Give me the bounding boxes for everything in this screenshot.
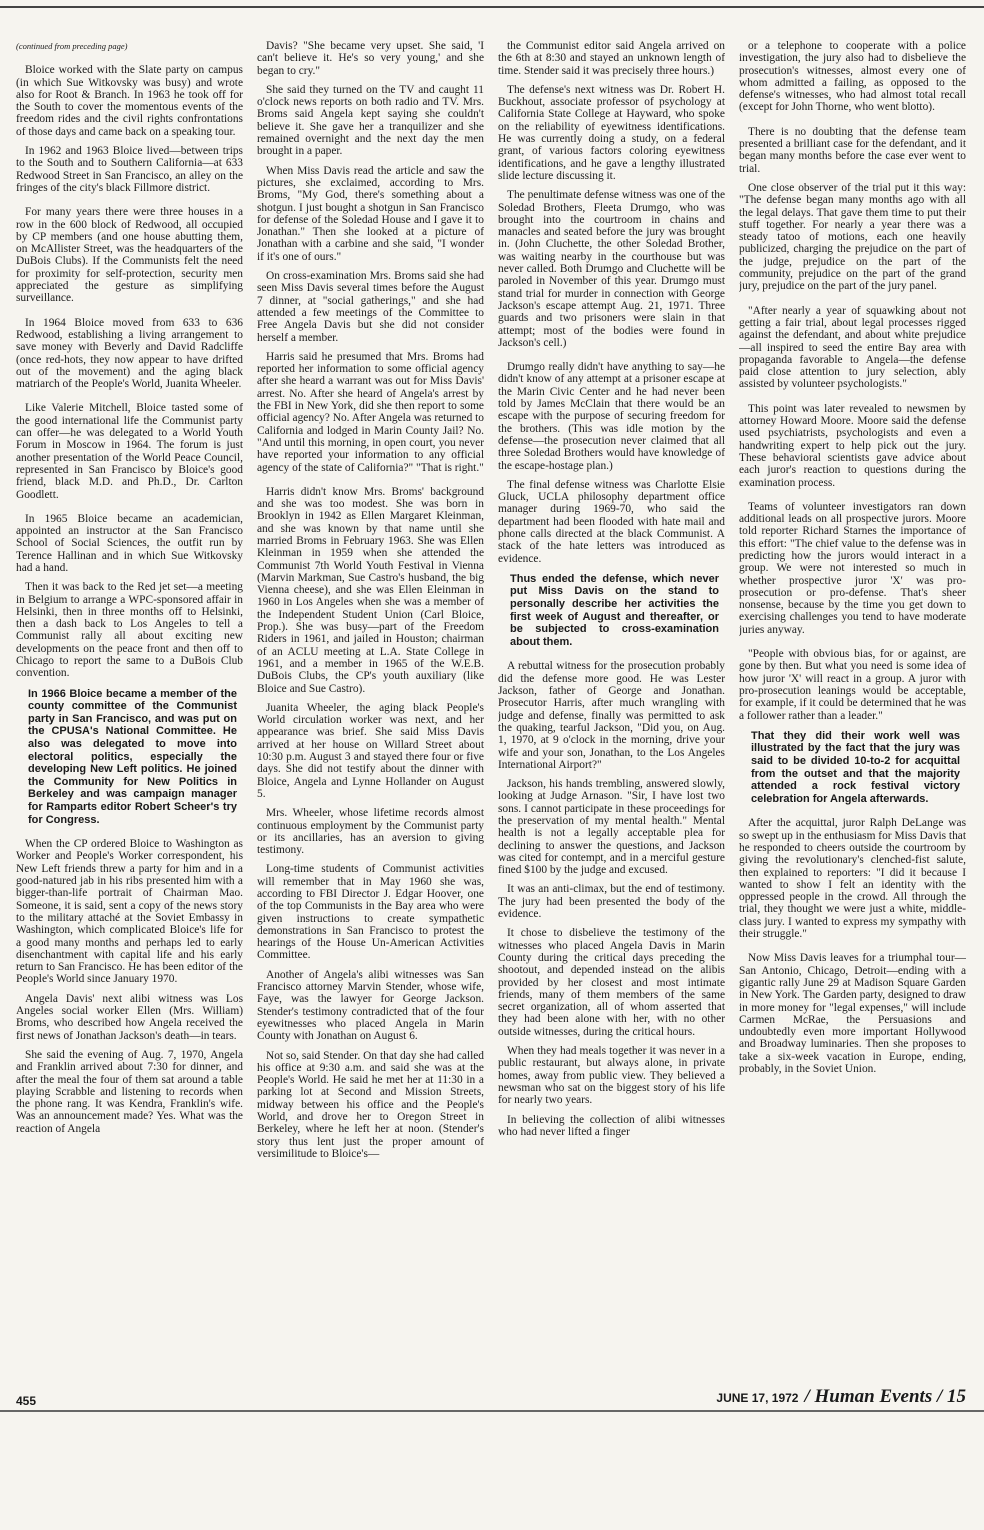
highlight-paragraph: Thus ended the defense, which never put Miss Davis on the stand to personally describe her activities the first week of August and thereafter, or be subjected to cross-examination about them. xyxy=(510,572,719,648)
paragraph: Another of Angela's alibi witnesses was San Francisco attorney Marvin Stender, whose wife, Faye, was the lawyer for George Jackson. Stender's testimony contradicted that of the four eyewitnesses who placed Angela in Marin County with Jonathan on August 6. xyxy=(257,968,484,1043)
paragraph: Drumgo really didn't have anything to say—he didn't know of any attempt at a prisoner escape at the Marin Civic Center and he had never been told by James McClain that there would be an escape with the purpose of securing freedom for the brothers. (This was idle motion by the defense—the prosecution never claimed that all three Soledad Brothers would have knowledge of the escape-hostage plan.) xyxy=(498,361,725,472)
column-1 xyxy=(16,40,243,1380)
paragraph: One close observer of the trial put it this way: "The defense began many months ago with all the legal delays. That gave them time to put their stuff together. For nearly a year there was a steady tatoo of motions, each one heavily publicized, charging the prejudice on the part of the judge, prejudice on the part of the community, prejudice on the part of the grand jury, prejudice on the part of the jury panel. xyxy=(739,181,966,293)
paragraph: She said the evening of Aug. 7, 1970, Angela and Franklin arrived about 7:30 for dinner, and after the meal the four of them sat around a table playing Scrabble and listening to records when the phone rang. It was Kendra, Franklin's wife. Was an announcement made? Yes. What was the reaction of Angela xyxy=(16,1048,243,1135)
paragraph: She said they turned on the TV and caught 11 o'clock news reports on both radio and TV. Mrs. Broms said Angela kept saying she couldn't believe it. She gave her a tranquilizer and she remained overnight and the next day the men brought in a paper. xyxy=(257,83,484,158)
paragraph: or a telephone to cooperate with a police investigation, the jury also had to disbelieve the prosecution's witnesses, almost every one of whom admitted a failing, as opposed to the defense's witnesses, who had almost total recall (except for John Thorne, who went blotto). xyxy=(739,40,966,114)
issue-date: JUNE 17, 1972 xyxy=(716,1391,799,1405)
paragraph: Davis? "She became very upset. She said, 'I can't believe it. He's so very young,' and she began to cry." xyxy=(257,40,484,77)
highlight-paragraph: That they did their work well was illustrated by the fact that the jury was said to be divided 10-to-2 for acquittal from the outset and that the majority attended a rock festival victory celebration for Angela afterwards. xyxy=(751,729,960,805)
paragraph: For many years there were three houses in a row in the 600 block of Redwood, all occupied by CP members (and one house abutting them, on McAllister Street, was the headquarters of the DuBois Clubs). If the Communists felt the need for proximity for self-protection, security men appreciated the gesture as simplifying surveillance. xyxy=(16,206,243,305)
column-2 xyxy=(257,40,484,1380)
paragraph: "People with obvious bias, for or against, are gone by then. But what you need is some idea of how juror 'X' will react in a group. A juror with pro-prosecution leanings would be acceptable, for example, if it could be determined that he was a follower rather than a leader." xyxy=(739,648,966,722)
paragraph: Then it was back to the Red jet set—a meeting in Belgium to arrange a WPC-sponsored affair in Helsinki, then in three months off to Helsinki, then a dash back to Los Angeles to tell a Communist rally all about exciting new developments on the peace front and then off to Chicago to report the same to a DuBois Club convention. xyxy=(16,581,243,680)
paragraph: Juanita Wheeler, the aging black People's World circulation worker was next, and her appearance was brief. She said Miss Davis arrived at her house on Willard Street about 10:30 p.m. August 3 and stayed there four or five days. She did not testify about the dinner with Bloice, Angela and Lynne Hollander on August 5. xyxy=(257,701,484,800)
paragraph: In 1965 Bloice became an academician, appointed an instructor at the San Francisco School of Social Sciences, the outfit run by Terence Hallinan and in which Sue Witkovsky had a hand. xyxy=(16,512,243,574)
paragraph: Bloice worked with the Slate party on campus (in which Sue Witkovsky was busy) and wrote also for Root & Branch. In 1963 he took off for the South to cover the momentous events of the freedom rides and the civil rights confrontations of those days and came back on a speaking tour. xyxy=(16,64,243,138)
page-footer xyxy=(16,1382,966,1408)
paragraph: It was an anti-climax, but the end of testimony. The jury had been presented the body of the evidence. xyxy=(498,883,725,921)
column-4 xyxy=(739,40,966,1380)
page-number: 455 xyxy=(16,1394,37,1408)
paragraph: There is no doubting that the defense team presented a brilliant case for the defendant, and it began many months before the case ever went to trial. xyxy=(739,125,966,175)
top-rule xyxy=(0,6,984,8)
continuation-note: (continued from preceding page) xyxy=(16,41,128,51)
paragraph: In 1964 Bloice moved from 633 to 636 Redwood, establishing a living arrangement to save money with Beverly and David Radcliffe (once red-hots, they now appear to have drifted out of the movement) and the aging black matriarch of the People's World, Juanita Wheeler. xyxy=(16,316,243,391)
paragraph: This point was later revealed to newsmen by attorney Howard Moore. Moore said the defense used psychiatrists, psychologists and even a handwriting expert to help pick out the jury. These behavioral scientists gave advice about each juror's reaction to questions during the examination process. xyxy=(739,402,966,489)
paragraph: Long-time students of Communist activities will remember that in May 1960 she was, according to FBI Director J. Edgar Hoover, one of the top Communists in the Bay area who were given instructions to create sympathetic demonstrations in San Francisco to protest the hearings of the House Un-American Activities Committee. xyxy=(257,863,484,962)
paragraph: Not so, said Stender. On that day she had called his office at 9:30 a.m. and said she was at the People's World. He said he met her at 11:30 in a parking lot at Second and Mission Streets, midway between his office and the People's World, and drove her to Oregon Street in Berkeley, where he left her at noon. (Stender's story thus lent just the proper amount of versimilitude to Bloice's— xyxy=(257,1049,484,1160)
paragraph: The defense's next witness was Dr. Robert H. Buckhout, associate professor of psychology at California State College at Hayward, who spoke on the reliability of eyewitness identifications. He was currently doing a study, on a federal grant, of various factors coloring eyewitness identifications, and he gave a lengthy illustrated slide lecture discussing it. xyxy=(498,83,725,182)
paragraph: When Miss Davis read the article and saw the pictures, she exclaimed, according to Mrs. Broms, "My God, there's something about a shotgun. I just bought a shotgun in San Francisco for defense of the Soledad House and I gave it to Jonathan." Then she looked at a picture of Jonathan with a carbine and she said, "I wonder if it's one of ours." xyxy=(257,164,484,263)
bottom-rule xyxy=(0,1410,984,1412)
paragraph: Like Valerie Mitchell, Bloice tasted some of the good international life the Communist party can offer—he was delegated to a World Youth Forum in Moscow in 1964. The forum is just another presentation of the World Peace Council, represented in San Francisco by Bloice's good friend, black M.D. and Ph.D., Dr. Carlton Goodlett. xyxy=(16,402,243,501)
paragraph: Harris said he presumed that Mrs. Broms had reported her information to some official agency after she heard a warrant was out for Miss Davis' arrest. No. After she heard of Angela's arrest by the FBI in New York, did she then report to some official agency? No. After Angela was returned to California and lodged in Marin County Jail? No. "And until this morning, in open court, you never have reported your information to any official agency of the state of California?" "That is right." xyxy=(257,350,484,474)
paragraph: When the CP ordered Bloice to Washington as Worker and People's Worker correspondent, his New Left friends threw a party for him and in a good-natured jab in his ribs presented him with a bigger-than-life portrait of Chairman Mao. Someone, it is said, sent a copy of the news story to the military attaché at the Soviet Embassy in Washington, which complicated Bloice's life for a good many months and perhaps led to early disenchantment with capital life and his early return to San Francisco. He has been editor of the People's World since January 1970. xyxy=(16,838,243,986)
paragraph: On cross-examination Mrs. Broms said she had seen Miss Davis several times before the August 7 dinner, at "social gatherings," and she had attended a few meetings of the Committee to Free Angela Davis but she did not consider herself a member. xyxy=(257,270,484,344)
paragraph: The penultimate defense witness was one of the Soledad Brothers, Fleeta Drumgo, who was brought into the courtroom in chains and manacles and seated before the jury was brought in. (John Cluchette, the other Soledad Brother, was waiting nearby in the courthouse but was never called. Both Drumgo and Cluchette will be paroled in November of this year. Drumgo must stand trial for murder in connection with George Jackson's escape attempt Aug. 21, 1971. Three guards and two prisoners were slain in that attempt; most of the bodies were found in Jackson's cell.) xyxy=(498,189,725,349)
paragraph: It chose to disbelieve the testimony of the witnesses who placed Angela Davis in Marin County during the critical days preceding the shootout, and depended instead on the alibis provided by her closest and most intimate friends, many of them members of the same secret organization, all of whom asserted that they had been alone with her, with no other outside witnesses, during the critical hours. xyxy=(498,927,725,1038)
paragraph: In 1962 and 1963 Bloice lived—between trips to the South and to Southern California—at 633 Redwood Street in San Francisco, an alley on the fringes of the city's black Fillmore district. xyxy=(16,145,243,194)
paragraph: Teams of volunteer investigators ran down additional leads on all prospective jurors. Moore told reporter Richard Starnes the importance of this effort: "The chief value to the defense was in predicting how the jurors would interact in a group. We were not interested so much in whether prospective juror 'X' was pro-prosecution or pro-defense. That's sheer nonsense, because by the time you get down to exercising challenges you tend to have moderate juries anyway. xyxy=(739,500,966,636)
publication-name: / Human Events / 15 xyxy=(804,1386,966,1407)
paragraph: "After nearly a year of squawking about not getting a fair trial, about legal processes rigged against the defendant, and about white prejudice—all inspired to seed the entire Bay area with propaganda favorable to Angela—the defense paid close attention to jury selection, ably assisted by volunteer psychologists." xyxy=(739,304,966,391)
paragraph: Harris didn't know Mrs. Broms' background and she was too modest. She was born in Brooklyn in 1942 as Ellen Margaret Kleinman, and she was known by that name until she married Broms in February 1963. She was Ellen Kleinman in 1959 when she attended the Communist 7th World Youth Festival in Vienna (Marvin Markman, Sue Castro's husband, the big Vienna cheese), and she was Ellen Eleinman in 1960 in Los Angeles when she was a member of the Independent Student Union (Carl Bloice, Prop.). She was busy—part of the Freedom Riders in 1961, and jailed in Houston; chairman of an ACLU meeting at L.A. State College in 1961, and a member in 1965 of the W.E.B. DuBois Clubs, the CP's youth auxiliary (like Bloice and Sue Castro). xyxy=(257,485,484,695)
paragraph: After the acquittal, juror Ralph DeLange was so swept up in the enthusiasm for Miss Davis that he responded to cheers outside the courtroom by giving the revolutionary's clenched-fist salute, then explained to reporters: "I did it because I wanted to show I felt an identity with the oppressed people in the crowd. All through the trial, they thought we were just a white, middle-class jury. I wanted to express my sympathy with their struggle." xyxy=(739,817,966,941)
highlight-paragraph: In 1966 Bloice became a member of the county committee of the Communist party in San Francisco, and was put on the CPUSA's National Committee. He also was delegated to move into electoral politics, especially the developing New Left politics. He joined the Community for New Politics in Berkeley and was campaign manager for Ramparts editor Robert Scheer's try for Congress. xyxy=(28,687,237,826)
paragraph: Jackson, his hands trembling, answered slowly, looking at Judge Arnason. "Sir, I have lost two sons. I cannot participate in these proceedings for the preservation of my mental health." Mental health is not a legally acceptable plea for declining to answer the questions, and Jackson was cited for contempt, and in a merciful gesture fined $100 by the judge and excused. xyxy=(498,778,725,877)
paragraph: Mrs. Wheeler, whose lifetime records almost continuous employment by the Communist party or its ancillaries, has an aversion to giving testimony. xyxy=(257,807,484,857)
column-3 xyxy=(498,40,725,1380)
article-body xyxy=(16,40,966,1380)
paragraph: Now Miss Davis leaves for a triumphal tour—San Antonio, Chicago, Detroit—ending with a gigantic rally June 29 at Madison Square Garden in New York. The Garden party, designed to draw in more money for "legal expenses," will include Carmen McRae, the Persuasions and undoubtedly even more important Hollywood and Broadway luminaries. Then she proposes to take a six-week vacation in Europe, ending, probably, in the Soviet Union. xyxy=(739,952,966,1076)
paragraph: The final defense witness was Charlotte Elsie Gluck, UCLA philosophy department office manager during 1969-70, who said the department had been flooded with hate mail and phone calls directed at the black Communist. A stack of the hate letters was introduced as evidence. xyxy=(498,478,725,565)
paragraph: the Communist editor said Angela arrived on the 6th at 8:30 and stayed an unknown length of time. Stender said it was precisely three hours.) xyxy=(498,40,725,77)
paragraph: In believing the collection of alibi witnesses who had never lifted a finger xyxy=(498,1113,725,1138)
masthead xyxy=(716,1386,966,1408)
paragraph: When they had meals together it was never in a public restaurant, but always alone, in private homes, away from public view. They believed a newsman who sat on the biggest story of his life for nearly two years. xyxy=(498,1045,725,1107)
paragraph: Angela Davis' next alibi witness was Los Angeles social worker Ellen (Mrs. William) Broms, who described how Angela received the first news of Jonathan Jackson's death—in tears. xyxy=(16,992,243,1042)
paragraph: A rebuttal witness for the prosecution probably did the defense more good. He was Lester Jackson, father of George and Jonathan. Prosecutor Harris, after much wrangling with judge and defense, finally was permitted to ask the quaking, tearful Jackson, "Did you, on Aug. 1, 1970, at 9 o'clock in the morning, drive your wife and your son, Jonathan, to the Los Angeles International Airport?" xyxy=(498,660,725,771)
